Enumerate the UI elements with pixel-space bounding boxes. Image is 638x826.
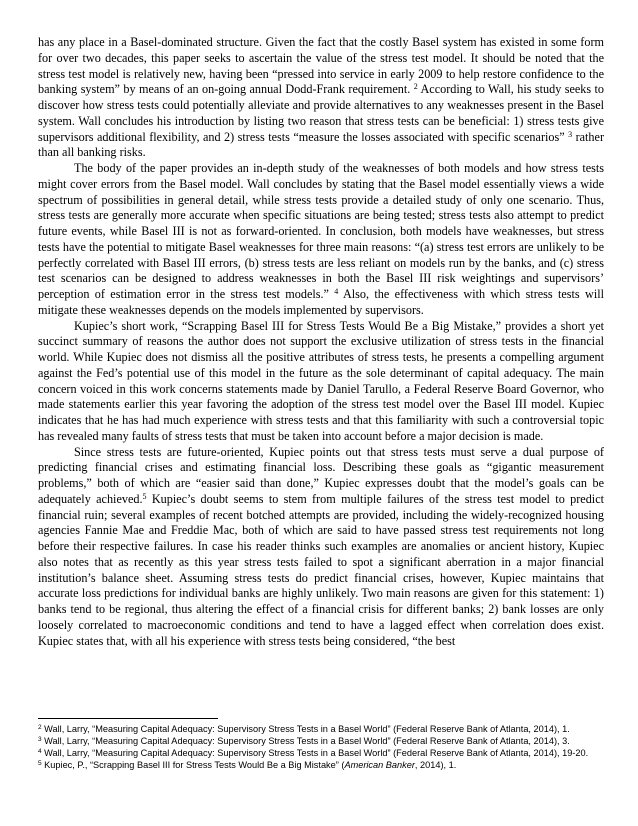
footnote <box>38 723 604 735</box>
footnote-number: 5 <box>38 760 42 768</box>
paragraph-text: Kupiec’s short work, “Scrapping Basel III for Stress Tests Would Be a Big Mistake,” provides a short yet succinct summary of reasons the author does not support the exclusive utilization of stress tests in the financial world. While Kupiec does not dismiss all the positive attributes of stress tests, he presents a compelling argument against the Fed’s potential use of this model in the future as the sole determinant of capital adequacy. The main concern voiced in this work concerns statements made by Daniel Tarullo, a Federal Reserve Board Governor, who made statements earlier this year favoring the adoption of the stress test model over the Basel III model. Kupiec indicates that he has had much experience with stress tests and that this familiarity with such a controversial topic has revealed many faults of stress tests that must be taken into account before a major decision is made. <box>38 318 604 443</box>
paragraph <box>38 35 604 161</box>
footnote-ref: 4 <box>334 287 339 296</box>
paragraph-text: Since stress tests are future-oriented, Kupiec points out that stress tests must serve a dual purpose of predicting financial crises and estimating financial loss. Describing these goals as “gigantic measurement problems,” both of which are “easier said than done,” Kupiec expresses doubt that the model’s goals can be adequately achieved. <box>38 444 604 506</box>
footnote-text: Wall, Larry, “Measuring Capital Adequacy: Supervisory Stress Tests in a Basel World” (Federal Reserve Bank of Atlanta, 2014), 19-20. <box>41 748 589 759</box>
footnote-number: 2 <box>38 724 42 731</box>
footnote <box>38 747 604 759</box>
paragraph-text: has any place in a Basel-dominated structure. Given the fact that the costly Basel system has existed in some form for over two decades, this paper seeks to ascertain the value of the stress test model. It should be noted that the stress test model is relatively new, having been “pressed into service in early 2009 to help restore confidence to the banking system” by means of an on-going annual Dodd-Frank requirement. <box>38 35 604 97</box>
paragraph-text: The body of the paper provides an in-depth study of the weaknesses of both models and how stress tests might cover errors from the Basel model. Wall concludes by stating that the Basel model essentially views a wide spectrum of possibilities in general detail, while stress tests provide a detailed study of only one scenario. Thus, stress tests are generally more accurate when specific situations are being tested; stress tests also attempt to predict future events, while Basel III is not as forward-oriented. In conclusion, both models have weaknesses, but stress tests have the potential to mitigate Basel weaknesses for three main reasons: “(a) stress test errors are unlikely to be perfectly correlated with Basel III errors, (b) stress tests are less reliant on models run by the banks, and (c) stress test scenarios can be designed to address weaknesses in both the Basel III risk weightings and supervisors’ perception of estimation error in the stress test models.” <box>38 161 604 301</box>
footnote <box>38 735 604 747</box>
paragraph-text: Kupiec’s doubt seems to stem from multiple failures of the stress test model to predict financial ruin; several examples of recent botched attempts are provided, including the widely-recognized housing agencies Fannie Mae and Freddie Mac, both of which are said to have passed stress test requirements not long before their respective failures. In case his reader thinks such examples are anomalies or ancient history, Kupiec also notes that as recently as this year stress tests failed to spot a significant aberration in a major financial institution’s balance sheet. Assuming stress tests do predict financial crises, however, Kupiec maintains that accurate loss predictions for individual banks are highly unlikely. Two main reasons are given for this statement: 1) banks tend to be regional, thus altering the effect of a financial crisis for different banks; 2) bank losses are only loosely correlated to macroeconomic conditions and tend to have a lagged effect when correlation does exist. Kupiec states that, with all his experience with stress tests being considered, “the best <box>38 491 604 648</box>
footnote-text: Wall, Larry, “Measuring Capital Adequacy: Supervisory Stress Tests in a Basel World” (Federal Reserve Bank of Atlanta, 2014), 1. <box>41 724 570 734</box>
footnote-text: Wall, Larry, “Measuring Capital Adequacy: Supervisory Stress Tests in a Basel World” (Federal Reserve Bank of Atlanta, 2014), 3. <box>41 736 570 747</box>
footnote-separator <box>38 718 218 719</box>
footnote-text-tail: , 2014), 1. <box>414 760 457 771</box>
footnote-number: 3 <box>38 736 42 744</box>
paragraph <box>38 445 604 650</box>
footnote-number: 4 <box>38 748 42 756</box>
footnote-ref: 2 <box>413 82 418 92</box>
footnote-publication: American Banker <box>344 760 415 771</box>
footnote-text: Kupiec, P., “Scrapping Basel III for Stress Tests Would Be a Big Mistake” ( <box>41 760 345 771</box>
paragraph-text: rather than all banking risks. <box>38 129 604 160</box>
footnote <box>38 759 604 771</box>
paragraph-text: Also, the effectiveness with which stress tests will mitigate these weaknesses depends on the models implemented by supervisors. <box>38 287 604 317</box>
paragraph-text: According to Wall, his study seeks to discover how stress tests could potentially alleviate and provide alternatives to any weaknesses present in the Basel system. Wall concludes his introduction by listing two reason that stress tests can be beneficial: 1) stress tests give supervisors additional flexibility, and 2) stress tests “measure the losses associated with specific scenarios” <box>38 82 605 144</box>
footnote-ref: 5 <box>142 491 147 501</box>
body-text <box>38 35 604 649</box>
paragraph <box>38 319 604 445</box>
paragraph <box>38 161 604 319</box>
footnotes <box>38 723 604 771</box>
footnote-ref: 3 <box>568 129 573 139</box>
